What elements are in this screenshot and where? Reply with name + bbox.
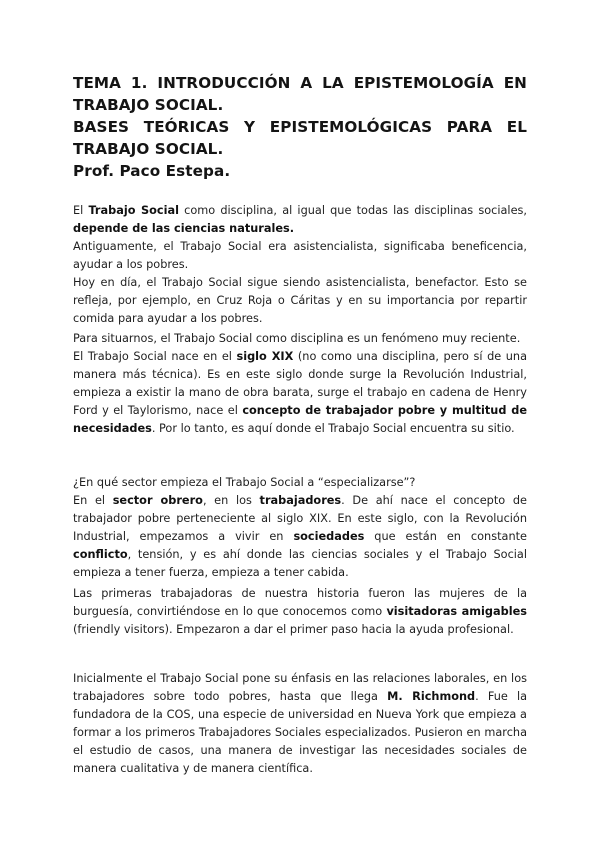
subtitle-line-1: BASES TEÓRICAS Y EPISTEMOLÓGICAS PARA EL (73, 118, 527, 136)
paragraph-2-sentence-1: Para situarnos, el Trabajo Social como disciplina es un fenómeno muy reciente. (73, 332, 521, 345)
title-line-1: TEMA 1. INTRODUCCIÓN A LA EPISTEMOLOGÍA EN (73, 74, 527, 92)
paragraph-1-sentence-1: El Trabajo Social como disciplina, al igual que todas las disciplinas sociales, depende de las ciencias naturales. (73, 204, 527, 235)
subtitle-line-2: TRABAJO SOCIAL. (73, 140, 224, 158)
paragraph-2 (73, 330, 527, 438)
paragraph-1 (73, 202, 527, 328)
paragraph-3-answer: En el sector obrero, en los trabajadores. De ahí nace el concepto de trabajador pobre perteneciente al siglo XIX. En este siglo, con la Revolución Industrial, empezamos a vivir en sociedades que están en constante conflicto, tensión, y es ahí donde las ciencias sociales y el Trabajo Social empieza a tener fuerza, empieza a tener cabida. (73, 494, 527, 579)
paragraph-1-sentence-2: Antiguamente, el Trabajo Social era asistencialista, significaba beneficencia, ayudar a los pobres. (73, 240, 527, 271)
paragraph-1-sentence-3: Hoy en día, el Trabajo Social sigue siendo asistencialista, benefactor. Esto se refleja, por ejemplo, en Cruz Roja o Cáritas y en su importancia por repartir comida para ayudar a los pobres. (73, 276, 527, 325)
paragraph-5: Inicialmente el Trabajo Social pone su énfasis en las relaciones laborales, en los trabajadores sobre todo pobres, hasta que llega M. Richmond. Fue la fundadora de la COS, una especie de universidad en Nueva York que empieza a formar a los primeros Trabajadores Sociales especializados. Pusieron en marcha el estudio de casos, una manera de investigar las necesidades sociales de manera cualitativa y de manera científica. (73, 672, 528, 775)
paragraph-4: Las primeras trabajadoras de nuestra historia fueron las mujeres de la burguesía, convirtiéndose en lo que conocemos como visitadoras amigables (friendly visitors). Empezaron a dar el primer paso hacia la ayuda profesional. (73, 587, 527, 636)
paragraph-2-sentence-2: El Trabajo Social nace en el siglo XIX (no como una disciplina, pero sí de una manera más técnica). Es en este siglo donde surge la Revolución Industrial, empieza a existir la mano de obra barata, surge el trabajo en cadena de Henry Ford y el Taylorismo, nace el concepto de trabajador pobre y multitud de necesidades. Por lo tanto, es aquí donde el Trabajo Social encuentra su sitio. (73, 350, 527, 435)
paragraph-3-question: ¿En qué sector empieza el Trabajo Social a “especializarse”? (73, 476, 416, 489)
author: Prof. Paco Estepa. (73, 162, 231, 180)
title-line-2: TRABAJO SOCIAL. (73, 96, 224, 114)
paragraph-3 (73, 474, 527, 582)
